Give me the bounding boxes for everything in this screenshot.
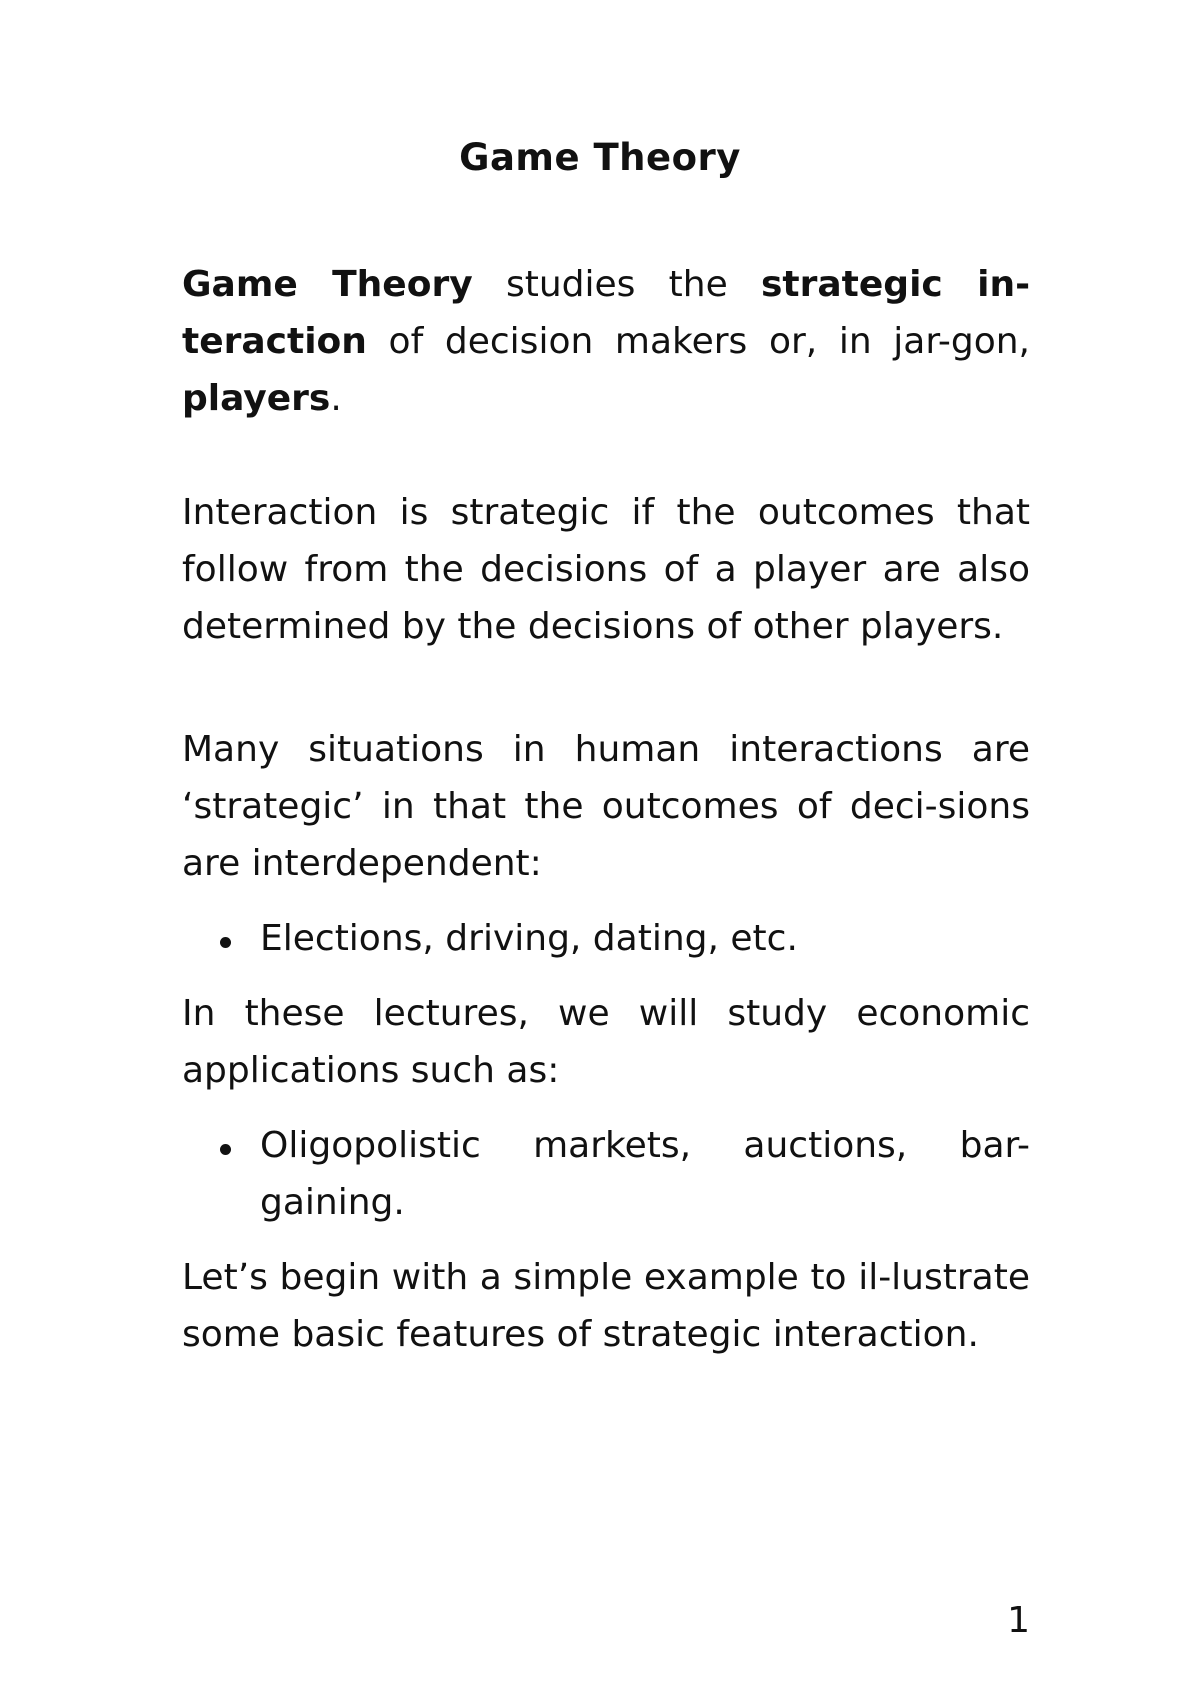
intro-text-3: . bbox=[330, 378, 342, 419]
examples-list bbox=[182, 910, 1030, 967]
list-item-text: Oligopolistic markets, auctions, bar-gaining. bbox=[260, 1125, 1030, 1223]
term-strategic-interaction: strategic in-teraction bbox=[182, 264, 1031, 362]
example-intro-paragraph: Let’s begin with a simple example to il-lustrate some basic features of strategic interaction. bbox=[182, 1257, 1030, 1355]
intro-text-1: studies the bbox=[472, 264, 761, 305]
term-players: players bbox=[182, 378, 331, 419]
bullet-icon bbox=[220, 1144, 231, 1155]
body-content bbox=[182, 256, 1030, 1363]
page-title: Game Theory bbox=[459, 136, 741, 179]
definition-paragraph: Interaction is strategic if the outcomes that follow from the decisions of a player are also determined by the decisions of other players. bbox=[182, 492, 1030, 647]
intro-paragraph bbox=[182, 256, 1030, 427]
situations-paragraph: Many situations in human interactions are ‘strategic’ in that the outcomes of deci-sions are interdependent: bbox=[182, 729, 1030, 884]
list-item bbox=[182, 1117, 1030, 1231]
lectures-paragraph: In these lectures, we will study economic applications such as: bbox=[182, 993, 1030, 1091]
applications-list bbox=[182, 1117, 1030, 1231]
bullet-icon bbox=[220, 937, 231, 948]
list-item bbox=[182, 910, 1030, 967]
term-game-theory: Game Theory bbox=[182, 264, 473, 305]
list-item-text: Elections, driving, dating, etc. bbox=[260, 918, 798, 959]
page-number: 1 bbox=[1007, 1600, 1030, 1641]
intro-text-2: of decision makers or, in jar-gon, bbox=[366, 321, 1030, 362]
